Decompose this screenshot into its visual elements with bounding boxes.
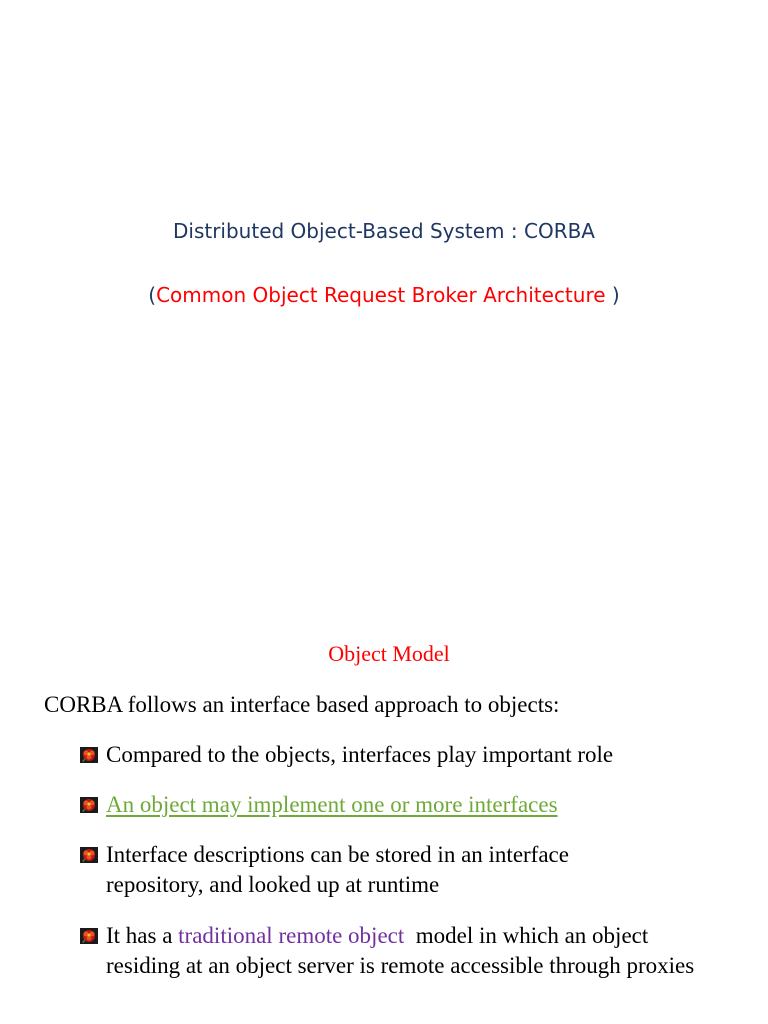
bullet-text: Compared to the objects, interfaces play important role <box>106 742 614 767</box>
bullet-text: Interface descriptions can be stored in an interface repository, and looked up at runtime <box>106 842 569 897</box>
subtitle-close-paren: ) <box>611 283 620 307</box>
bullet-text-before: It has a <box>106 923 179 948</box>
flower-bullet-icon <box>80 747 98 763</box>
bullet-text-after: model in which an object residing at an object server is remote accessible through proxies <box>106 923 695 978</box>
bullet-item[interactable] <box>80 790 730 820</box>
bullet-item <box>80 840 730 900</box>
bullet-link-text[interactable]: An object may implement one or more interfaces <box>106 792 558 817</box>
flower-bullet-icon <box>80 797 98 813</box>
bullet-item <box>80 740 730 770</box>
slide-title: Distributed Object-Based System : CORBA <box>172 219 595 243</box>
bullet-text <box>80 921 726 981</box>
subtitle-text: Common Object Request Broker Architecture <box>156 283 612 307</box>
flower-bullet-icon <box>80 847 98 863</box>
flower-bullet-icon <box>80 928 98 944</box>
section-heading: Object Model <box>328 641 450 666</box>
subtitle-open-paren: ( <box>148 283 157 307</box>
section-intro: CORBA follows an interface based approach to objects: <box>44 692 560 717</box>
bullet-item <box>80 921 730 981</box>
bullet-highlight: traditional remote object <box>178 923 405 948</box>
slide-subtitle <box>0 283 768 307</box>
